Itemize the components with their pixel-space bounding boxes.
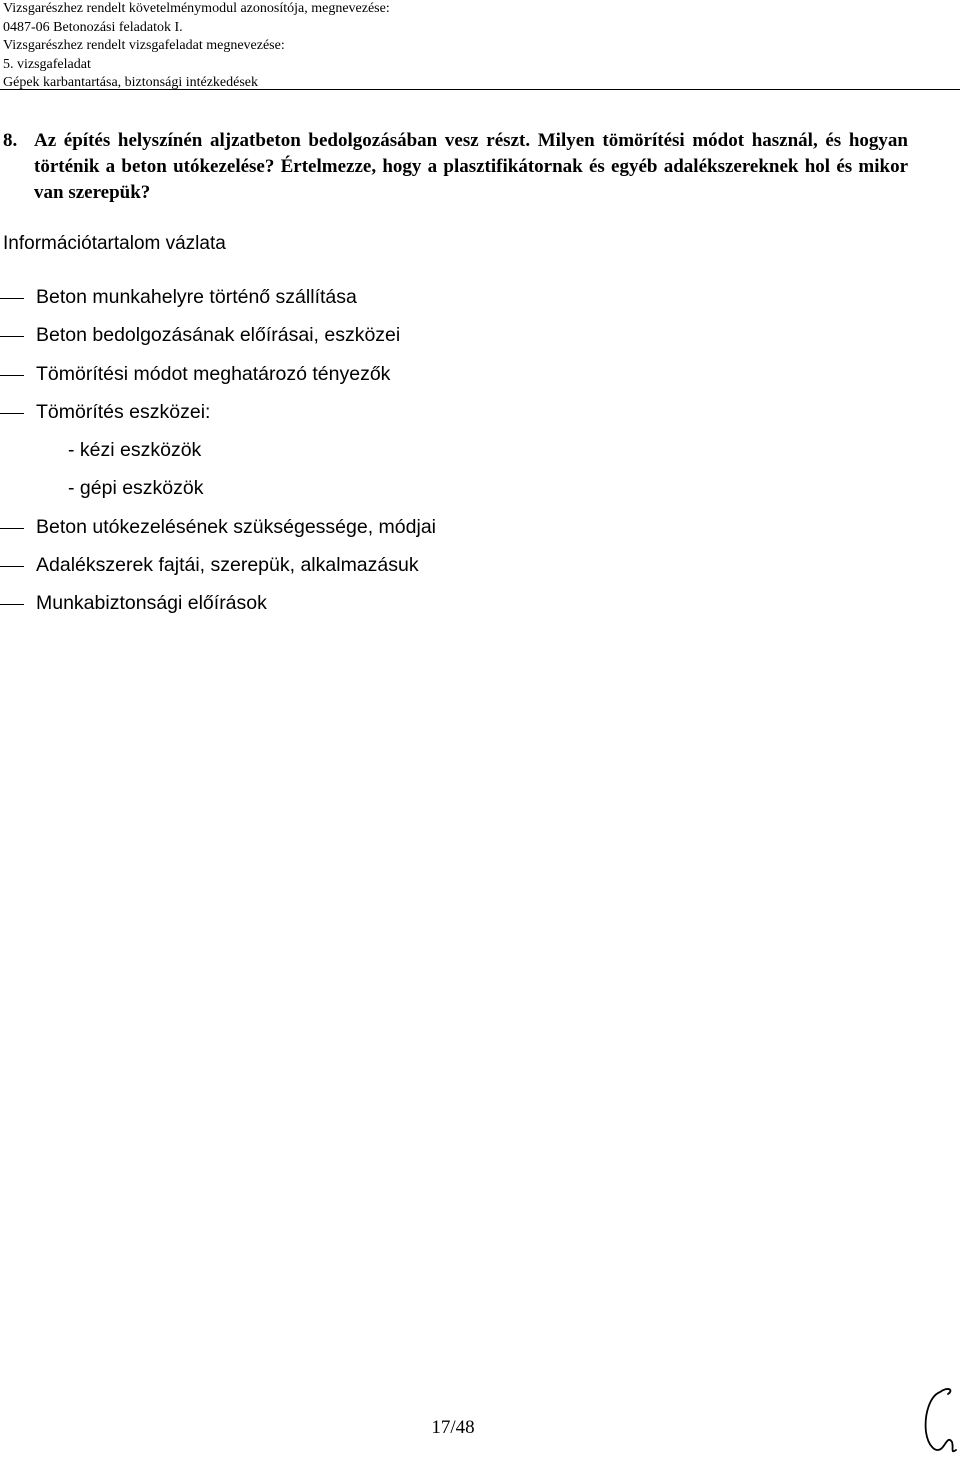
outline-item [0,513,930,551]
outline-item-text: Beton bedolgozásának előírásai, eszközei [36,324,401,347]
outline-item [0,589,930,627]
document-header [3,0,953,93]
header-task-name: Gépek karbantartása, biztonsági intézkedések [3,75,259,90]
header-module-label: Vizsgarészhez rendelt követelménymodul azonosítója, megnevezése: [3,1,390,16]
page-number: 17/48 [431,1417,475,1438]
question-text: Az építés helyszínén aljzatbeton bedolgozásában vesz részt. Milyen tömörítési módot használ, és hogyan történik a beton utókezelése? Értelmezze, hogy a plasztifikátornak és egyéb adalékszereknek hol és mikor van szerepük? [34,130,908,203]
dash-bullet-icon [0,298,24,299]
dash-bullet-icon [0,375,24,376]
header-divider [0,89,960,90]
outline-subitem [0,436,930,474]
outline-item-text: Munkabiztonsági előírások [36,592,267,615]
outline-item [0,283,930,321]
dash-bullet-icon [0,566,24,567]
dash-bullet-icon [0,413,24,414]
outline-item-text: Tömörítési módot meghatározó tényezők [36,362,391,385]
header-task-number: 5. vizsgafeladat [3,56,91,72]
outline-subitem-text: - gépi eszközök [68,477,204,500]
outline-subitem-text: - kézi eszközök [68,439,202,462]
dash-bullet-icon [0,336,24,337]
outline-item [0,321,930,359]
outline-item-text: Beton utókezelésének szükségessége, módjai [36,515,436,538]
question-block [3,128,908,206]
outline-item [0,360,930,398]
outline-subitem [0,474,930,512]
question-number: 8. [3,130,18,151]
outline-item [0,398,930,436]
header-module-name: 0487-06 Betonozási feladatok I. [3,19,183,35]
dash-bullet-icon [0,604,24,605]
outline-list [0,283,930,628]
signature-icon [918,1384,958,1460]
outline-item [0,551,930,589]
section-title: Információtartalom vázlata [3,233,226,254]
dash-bullet-icon [0,528,24,529]
outline-item-text: Beton munkahelyre történő szállítása [36,286,357,308]
outline-item-text: Adalékszerek fajtái, szerepük, alkalmazásuk [36,554,419,577]
header-task-label: Vizsgarészhez rendelt vizsgafeladat megnevezése: [3,38,285,53]
outline-item-text: Tömörítés eszközei: [36,400,211,423]
